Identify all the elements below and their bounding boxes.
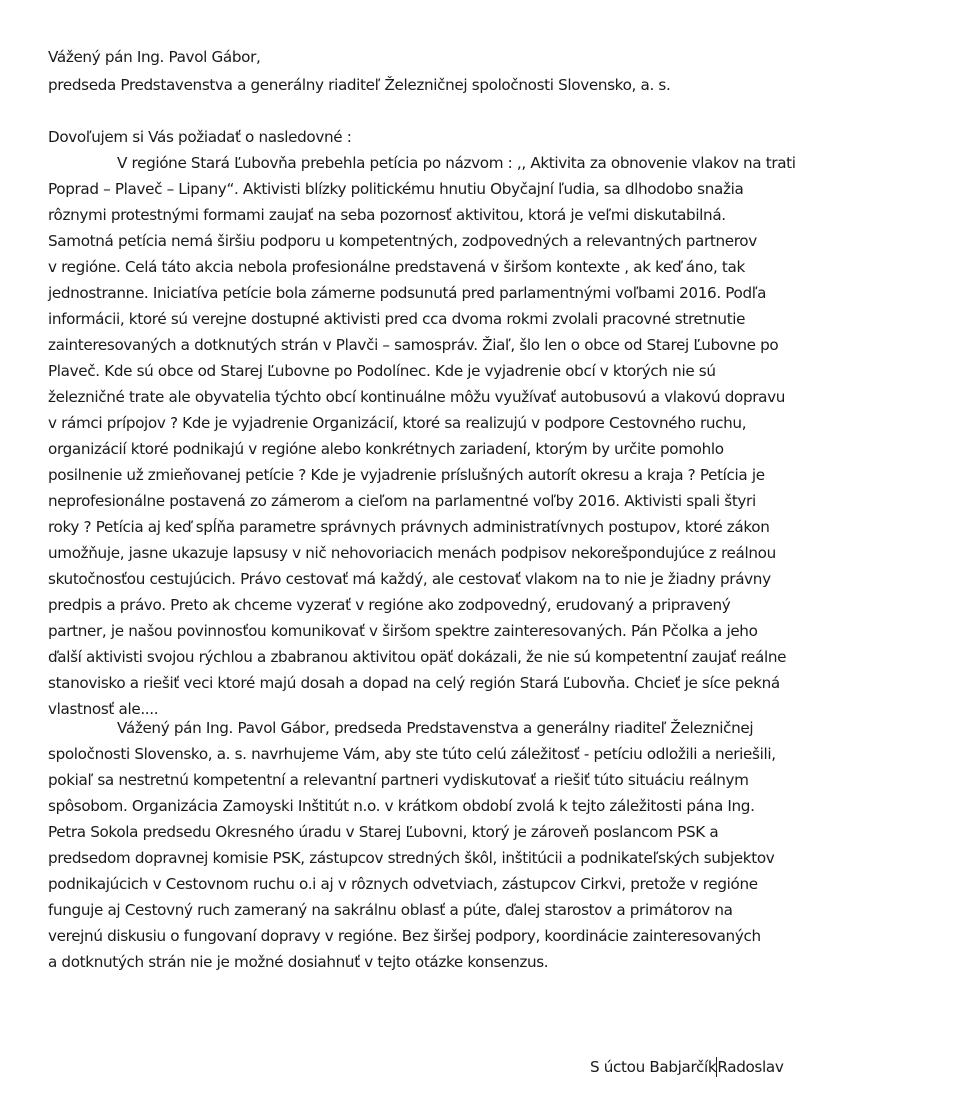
signature	[590, 1057, 783, 1077]
signature-text-end: Radoslav	[717, 1058, 784, 1076]
paragraph2-line: podnikajúcich v Cestovnom ruchu o.i aj v rôznych odvetviach, zástupcov Cirkvi, pretože v regióne	[48, 875, 758, 893]
paragraph2-line: a dotknutých strán nie je možné dosiahnuť v tejto otázke konsenzus.	[48, 953, 549, 971]
paragraph1-line: zainteresovaných a dotknutých strán v Plavči – samospráv. Žiaľ, šlo len o obce od Starej Ľubovne po	[48, 336, 779, 354]
paragraph2-line: verejnú diskusiu o fungovaní dopravy v regióne. Bez širšej podpory, koordinácie zainteresovaných	[48, 927, 761, 945]
paragraph1-line: neprofesionálne postavená zo zámerom a cieľom na parlamentné voľby 2016. Aktivisti spali štyri	[48, 492, 756, 510]
paragraph1-line: V regióne Stará Ľubovňa prebehla petícia po názvom : ,, Aktivita za obnovenie vlakov na trati	[117, 154, 796, 172]
paragraph1-line: ďalší aktivisti svojou rýchlou a zbabranou aktivitou opäť dokázali, že nie sú kompetentní zaujať reálne	[48, 648, 787, 666]
paragraph1-line: v rámci prípojov ? Kde je vyjadrenie Organizácií, ktoré sa realizujú v podpore Cestovného ruchu,	[48, 414, 747, 432]
paragraph1-line: stanovisko a riešiť veci ktoré majú dosah a dopad na celý región Stará Ľubovňa. Chcieť je síce pekná	[48, 674, 780, 692]
salutation-name: Vážený pán Ing. Pavol Gábor,	[48, 48, 261, 66]
signature-text-start: S úctou Babjarčík	[590, 1058, 717, 1076]
paragraph2-line: spoločnosti Slovensko, a. s. navrhujeme Vám, aby ste túto celú záležitosť - petíciu odložili a neriešili,	[48, 745, 776, 763]
paragraph2-line: predsedom dopravnej komisie PSK, zástupcov stredných škôl, inštitúcii a podnikateľských subjektov	[48, 849, 775, 867]
paragraph2-line: pokiaľ sa nestretnú kompetentní a relevantní partneri vydiskutovať a riešiť túto situáciu reálnym	[48, 771, 749, 789]
paragraph1-line: partner, je našou povinnosťou komunikovať v širšom spektre zainteresovaných. Pán Pčolka a jeho	[48, 622, 758, 640]
paragraph1-line: železničné trate ale obyvatelia týchto obcí kontinuálne môžu využívať autobusovú a vlakovú dopravu	[48, 388, 786, 406]
paragraph1-line: skutočnosťou cestujúcich. Právo cestovať má každý, ale cestovať vlakom na to nie je žiadny právny	[48, 570, 771, 588]
paragraph2-line: Vážený pán Ing. Pavol Gábor, predseda Predstavenstva a generálny riaditeľ Železničnej	[117, 719, 754, 737]
paragraph1-line: Plaveč. Kde sú obce od Starej Ľubovne po Podolínec. Kde je vyjadrenie obcí v ktorých nie sú	[48, 362, 716, 380]
paragraph1-line: organizácií ktoré podnikajú v regióne alebo konkrétnych zariadení, ktorým by určite pomohlo	[48, 440, 724, 458]
paragraph1-line: umožňuje, jasne ukazuje lapsusy v nič nehovoriacich menách podpisov nekorešpondujúce z reálnou	[48, 544, 776, 562]
paragraph1-line: rôznymi protestnými formami zaujať na seba pozornosť aktivitou, ktorá je veľmi diskutabilná.	[48, 206, 726, 224]
paragraph1-line: Poprad – Plaveč – Lipany“. Aktivisti blízky politickému hnutiu Obyčajní ľudia, sa dlhodobo snažia	[48, 180, 744, 198]
paragraph2-line: spôsobom. Organizácia Zamoyski Inštitút n.o. v krátkom období zvolá k tejto záležitosti pána Ing.	[48, 797, 755, 815]
salutation-title: predseda Predstavenstva a generálny riaditeľ Železničnej spoločnosti Slovensko, a. s.	[48, 76, 671, 94]
paragraph1-line: predpis a právo. Preto ak chceme vyzerať v regióne ako zodpovedný, erudovaný a pripravený	[48, 596, 731, 614]
paragraph1-line: vlastnosť ale....	[48, 700, 159, 718]
paragraph1-line: informácii, ktoré sú verejne dostupné aktivisti pred cca dvoma rokmi zvolali pracovné stretnutie	[48, 310, 746, 328]
paragraph1-line: roky ? Petícia aj keď spĺňa parametre správnych právnych administratívnych postupov, ktoré zákon	[48, 518, 770, 536]
intro-line: Dovoľujem si Vás požiadať o nasledovné :	[48, 128, 352, 146]
paragraph1-line: jednostranne. Iniciatíva petície bola zámerne podsunutá pred parlamentnými voľbami 2016. Podľa	[48, 284, 767, 302]
paragraph2-line: Petra Sokola predsedu Okresného úradu v Starej Ľubovni, ktorý je zároveň poslancom PSK a	[48, 823, 719, 841]
paragraph2-line: funguje aj Cestovný ruch zameraný na sakrálnu oblasť a púte, ďalej starostov a primátorov na	[48, 901, 733, 919]
paragraph1-line: posilnenie už zmieňovanej petície ? Kde je vyjadrenie príslušných autorít okresu a kraja ? Petícia je	[48, 466, 765, 484]
paragraph1-line: v regióne. Celá táto akcia nebola profesionálne predstavená v širšom kontexte , ak keď áno, tak	[48, 258, 745, 276]
paragraph1-line: Samotná petícia nemá širšiu podporu u kompetentných, zodpovedných a relevantných partnerov	[48, 232, 757, 250]
